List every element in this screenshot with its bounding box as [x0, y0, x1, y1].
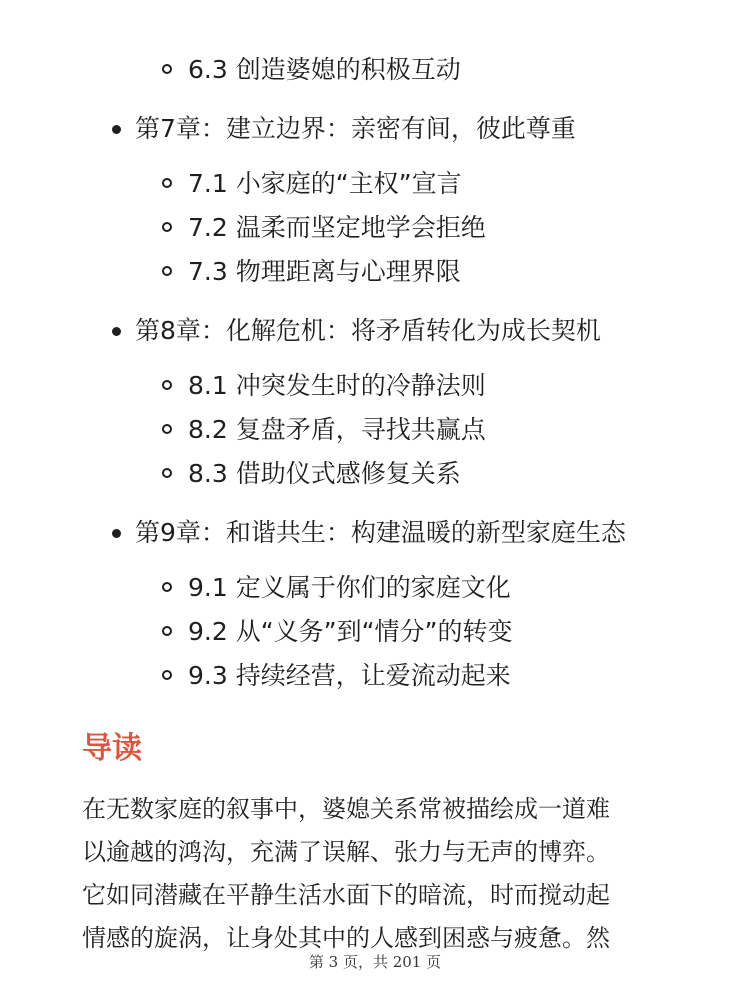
toc-section-label: 9.3 持续经营，让爱流动起来: [188, 661, 511, 690]
toc-chapter-label: 第7章：建立边界：亲密有间，彼此尊重: [135, 114, 576, 143]
toc-section-9-2[interactable]: [0, 610, 750, 654]
toc-section-8-2[interactable]: [0, 408, 750, 452]
toc-section-label: 6.3 创造婆媳的积极互动: [188, 55, 461, 84]
intro-heading: 导读: [82, 731, 142, 766]
intro-paragraph: [82, 788, 672, 960]
filled-bullet-icon: [112, 327, 121, 336]
table-of-contents: [0, 48, 750, 698]
toc-section-label: 8.1 冲突发生时的冷静法则: [188, 371, 486, 400]
toc-section-label: 9.1 定义属于你们的家庭文化: [188, 573, 511, 602]
filled-bullet-icon: [112, 529, 121, 538]
toc-chapter-9[interactable]: [0, 510, 750, 556]
hollow-bullet-icon: [162, 222, 172, 232]
toc-chapter-label: 第9章：和谐共生：构建温暖的新型家庭生态: [135, 518, 626, 547]
toc-section-7-1[interactable]: [0, 162, 750, 206]
hollow-bullet-icon: [162, 670, 172, 680]
toc-chapter-label: 第8章：化解危机：将矛盾转化为成长契机: [135, 316, 601, 345]
filled-bullet-icon: [112, 125, 121, 134]
toc-section-9-1[interactable]: [0, 566, 750, 610]
page-number-footer: 第 3 页，共 201 页: [308, 953, 442, 971]
hollow-bullet-icon: [162, 380, 172, 390]
toc-chapter-7[interactable]: [0, 106, 750, 152]
hollow-bullet-icon: [162, 64, 172, 74]
intro-line: 以逾越的鸿沟，充满了误解、张力与无声的博弈。: [82, 838, 610, 866]
hollow-bullet-icon: [162, 424, 172, 434]
toc-section-7-2[interactable]: [0, 206, 750, 250]
toc-chapter-8[interactable]: [0, 308, 750, 354]
hollow-bullet-icon: [162, 178, 172, 188]
intro-line: 它如同潜藏在平静生活水面下的暗流，时而搅动起: [82, 881, 610, 909]
toc-section-8-1[interactable]: [0, 364, 750, 408]
hollow-bullet-icon: [162, 582, 172, 592]
toc-section-6-3[interactable]: [0, 48, 750, 92]
toc-section-label: 8.2 复盘矛盾，寻找共赢点: [188, 415, 486, 444]
toc-section-8-3[interactable]: [0, 452, 750, 496]
intro-line: 情感的旋涡，让身处其中的人感到困惑与疲惫。然: [82, 924, 610, 952]
hollow-bullet-icon: [162, 266, 172, 276]
hollow-bullet-icon: [162, 468, 172, 478]
hollow-bullet-icon: [162, 626, 172, 636]
toc-section-label: 7.1 小家庭的“主权”宣言: [188, 169, 462, 198]
toc-section-7-3[interactable]: [0, 250, 750, 294]
toc-section-label: 7.2 温柔而坚定地学会拒绝: [188, 213, 486, 242]
intro-line: 在无数家庭的叙事中，婆媳关系常被描绘成一道难: [82, 795, 610, 823]
toc-section-9-3[interactable]: [0, 654, 750, 698]
toc-section-label: 9.2 从“义务”到“情分”的转变: [188, 617, 513, 646]
toc-section-label: 7.3 物理距离与心理界限: [188, 257, 461, 286]
toc-section-label: 8.3 借助仪式感修复关系: [188, 459, 461, 488]
